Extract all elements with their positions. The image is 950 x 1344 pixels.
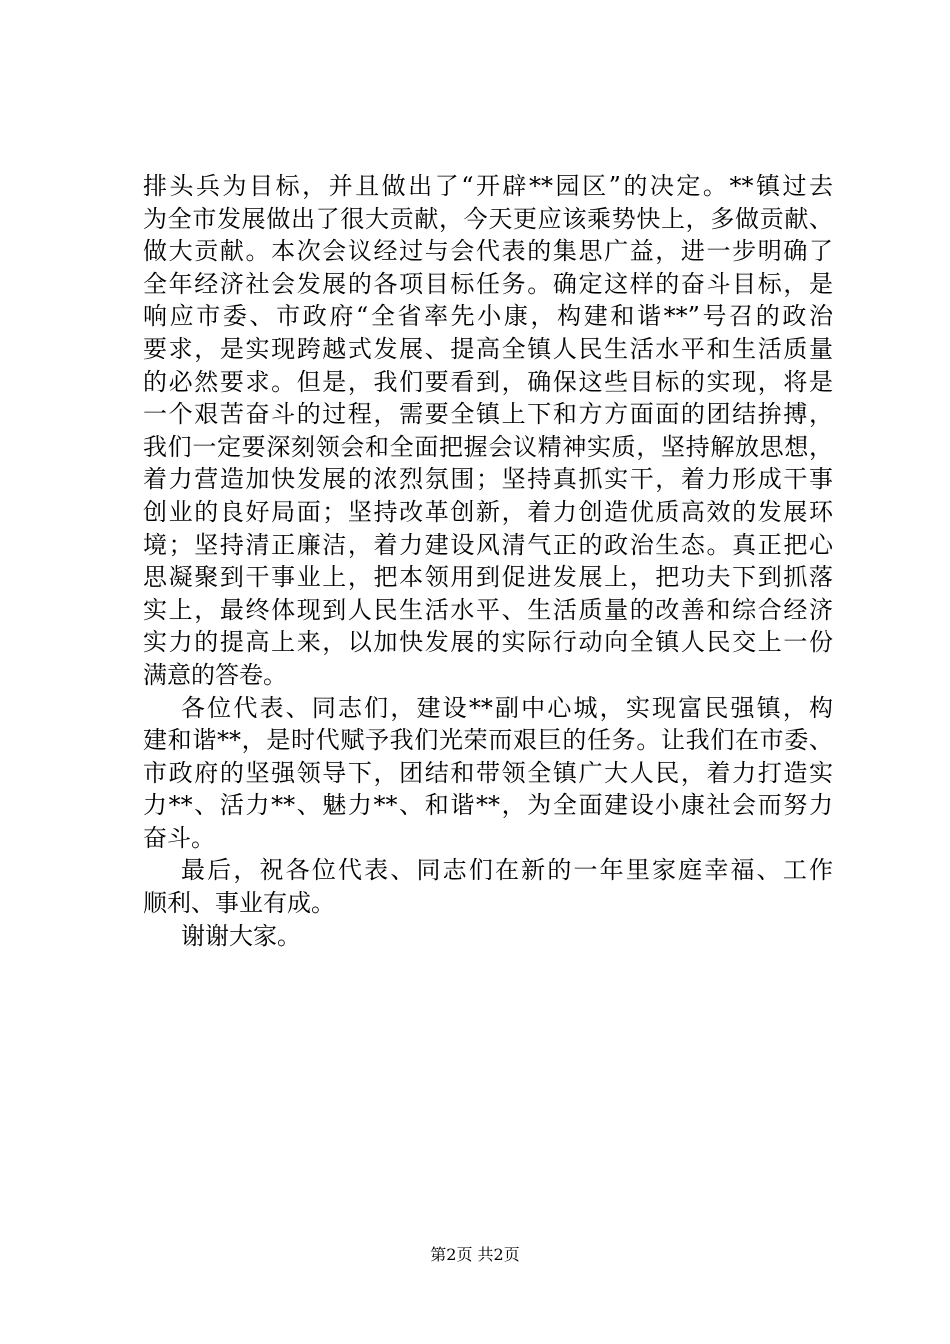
text-line: 建和谐**，是时代赋予我们光荣而艰巨的任务。让我们在市委、 [143, 726, 833, 755]
text-line: 做大贡献。本次会议经过与会代表的集思广益，进一步明确了 [143, 237, 833, 266]
text-line: 着力营造加快发展的浓烈氛围；坚持真抓实干，着力形成干事 [143, 465, 833, 494]
text-line: 要求，是实现跨越式发展、提高全镇人民生活水平和生活质量 [143, 334, 833, 363]
text-line: 一个艰苦奋斗的过程，需要全镇上下和方方面面的团结拚搏， [143, 400, 833, 429]
text-line: 排头兵为目标，并且做出了“开辟**园区”的决定。**镇过去 [143, 172, 833, 200]
paragraph [143, 854, 833, 919]
text-line: 实力的提高上来，以加快发展的实际行动向全镇人民交上一份 [143, 628, 833, 657]
paragraph [143, 170, 833, 692]
text-line: 为全市发展做出了很大贡献，今天更应该乘势快上，多做贡献、 [143, 204, 833, 233]
page-number-label: 第2页 共2页 [430, 1245, 520, 1264]
paragraph [143, 920, 833, 953]
text-line: 创业的良好局面；坚持改革创新，着力创造优质高效的发展环 [143, 497, 833, 526]
paragraph [143, 692, 833, 855]
text-line: 力**、活力**、魅力**、和谐**，为全面建设小康社会而努力 [143, 791, 833, 820]
text-line: 的必然要求。但是，我们要看到，确保这些目标的实现，将是 [143, 367, 833, 396]
text-line: 市政府的坚强领导下，团结和带领全镇广大人民，着力打造实 [143, 758, 833, 787]
text-line: 顺利、事业有成。 [143, 889, 335, 918]
text-line: 奋斗。 [143, 823, 215, 852]
text-line: 满意的答卷。 [143, 660, 287, 689]
text-line: 最后，祝各位代表、同志们在新的一年里家庭幸福、工作 [181, 856, 833, 885]
text-line: 谢谢大家。 [181, 921, 301, 950]
text-line: 境；坚持清正廉洁，着力建设风清气正的政治生态。真正把心 [143, 530, 833, 559]
text-line: 响应市委、市政府“全省率先小康，构建和谐**”号召的政治 [143, 302, 833, 331]
text-line: 思凝聚到干事业上，把本领用到促进发展上，把功夫下到抓落 [143, 563, 833, 592]
text-line: 实上，最终体现到人民生活水平、生活质量的改善和综合经济 [143, 595, 833, 624]
text-line: 我们一定要深刻领会和全面把握会议精神实质，坚持解放思想， [143, 432, 833, 461]
document-body [143, 170, 833, 952]
page-footer [0, 1244, 950, 1266]
text-line: 全年经济社会发展的各项目标任务。确定这样的奋斗目标，是 [143, 269, 833, 298]
text-line: 各位代表、同志们，建设**副中心城，实现富民强镇，构 [181, 693, 833, 722]
